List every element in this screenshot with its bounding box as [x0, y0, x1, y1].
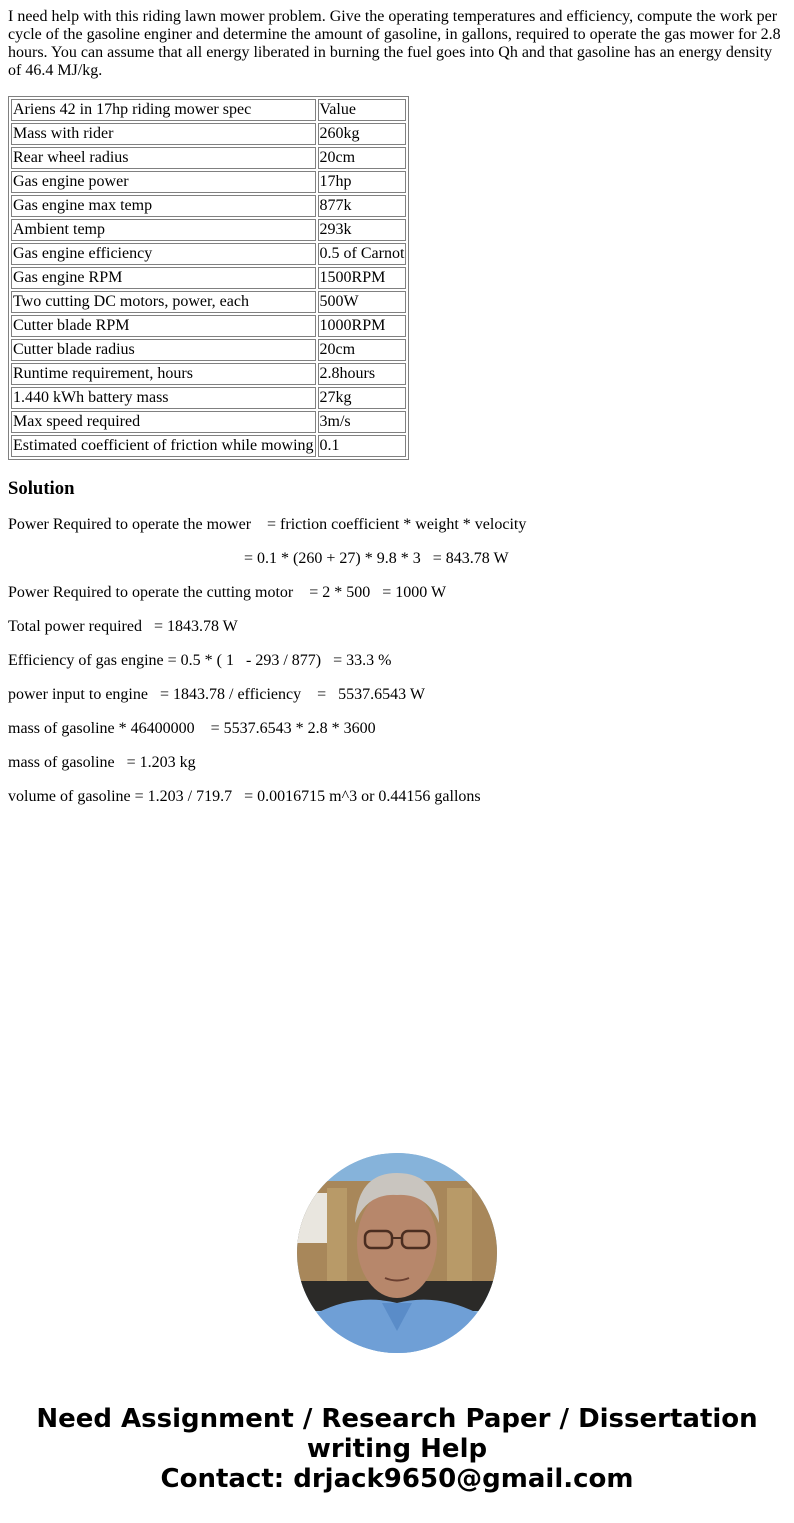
document-body	[8, 8, 786, 806]
spec-value: 260kg	[318, 123, 407, 145]
spec-value: 1500RPM	[318, 267, 407, 289]
spec-value: 2.8hours	[318, 363, 407, 385]
spec-label: Max speed required	[11, 411, 316, 433]
table-row	[11, 267, 406, 289]
spec-value: 877k	[318, 195, 407, 217]
spec-value: 17hp	[318, 171, 407, 193]
table-row	[11, 123, 406, 145]
table-row	[11, 195, 406, 217]
solution-step: mass of gasoline = 1.203 kg	[8, 754, 196, 771]
table-row	[11, 387, 406, 409]
spec-label: Rear wheel radius	[11, 147, 316, 169]
spec-label: Runtime requirement, hours	[11, 363, 316, 385]
spec-value: 0.1	[318, 435, 407, 457]
solution-step: Power Required to operate the mower = friction coefficient * weight * velocity	[8, 516, 527, 533]
table-row	[11, 171, 406, 193]
header-cell: Ariens 42 in 17hp riding mower spec	[11, 99, 316, 121]
author-photo-icon	[297, 1153, 497, 1353]
promo-contact: Contact: drjack9650@gmail.com	[160, 1464, 634, 1494]
promo-line: Need Assignment / Research Paper / Dissertation	[36, 1404, 758, 1434]
table-row	[11, 315, 406, 337]
spec-value: 20cm	[318, 147, 407, 169]
author-avatar	[297, 1153, 497, 1353]
solution-step: = 0.1 * (260 + 27) * 9.8 * 3 = 843.78 W	[244, 550, 509, 567]
solution-step: power input to engine = 1843.78 / efficiency = 5537.6543 W	[8, 686, 425, 703]
promo-banner	[0, 1404, 794, 1494]
spec-table	[8, 96, 409, 460]
spec-value: 0.5 of Carnot	[318, 243, 407, 265]
table-row	[11, 147, 406, 169]
spec-label: Gas engine power	[11, 171, 316, 193]
table-row	[11, 339, 406, 361]
spec-label: Ambient temp	[11, 219, 316, 241]
solution-step: volume of gasoline = 1.203 / 719.7 = 0.0016715 m^3 or 0.44156 gallons	[8, 788, 481, 805]
table-row	[11, 411, 406, 433]
solution-step: mass of gasoline * 46400000 = 5537.6543 * 2.8 * 3600	[8, 720, 376, 737]
table-row	[11, 219, 406, 241]
promo-line: writing Help	[306, 1434, 488, 1464]
spec-value: 293k	[318, 219, 407, 241]
solution-step: Power Required to operate the cutting motor = 2 * 500 = 1000 W	[8, 584, 447, 601]
spec-label: Gas engine efficiency	[11, 243, 316, 265]
spec-value: 20cm	[318, 339, 407, 361]
solution-heading: Solution	[8, 478, 75, 499]
spec-value: 27kg	[318, 387, 407, 409]
table-row	[11, 363, 406, 385]
table-row	[11, 435, 406, 457]
table-row	[11, 243, 406, 265]
table-row	[11, 291, 406, 313]
spec-label: Two cutting DC motors, power, each	[11, 291, 316, 313]
solution-step: Total power required = 1843.78 W	[8, 618, 238, 635]
question-text: I need help with this riding lawn mower problem. Give the operating temperatures and efficiency, compute the work per cycle of the gasoline enginer and determine the amount of gasoline, in gallons, required to operate the gas mower for 2.8 hours. You can assume that all energy liberated in burning the fuel goes into Qh and that gasoline has an energy density of 46.4 MJ/kg.	[8, 8, 781, 79]
spec-value: 3m/s	[318, 411, 407, 433]
spec-label: Estimated coefficient of friction while mowing	[11, 435, 316, 457]
spec-label: Cutter blade RPM	[11, 315, 316, 337]
spec-label: Cutter blade radius	[11, 339, 316, 361]
spec-value: 500W	[318, 291, 407, 313]
spec-label: 1.440 kWh battery mass	[11, 387, 316, 409]
table-header-row	[11, 99, 406, 121]
spec-label: Gas engine max temp	[11, 195, 316, 217]
spec-value: 1000RPM	[318, 315, 407, 337]
spec-label: Gas engine RPM	[11, 267, 316, 289]
solution-step: Efficiency of gas engine = 0.5 * ( 1 - 293 / 877) = 33.3 %	[8, 652, 392, 669]
header-cell: Value	[318, 99, 407, 121]
spec-label: Mass with rider	[11, 123, 316, 145]
